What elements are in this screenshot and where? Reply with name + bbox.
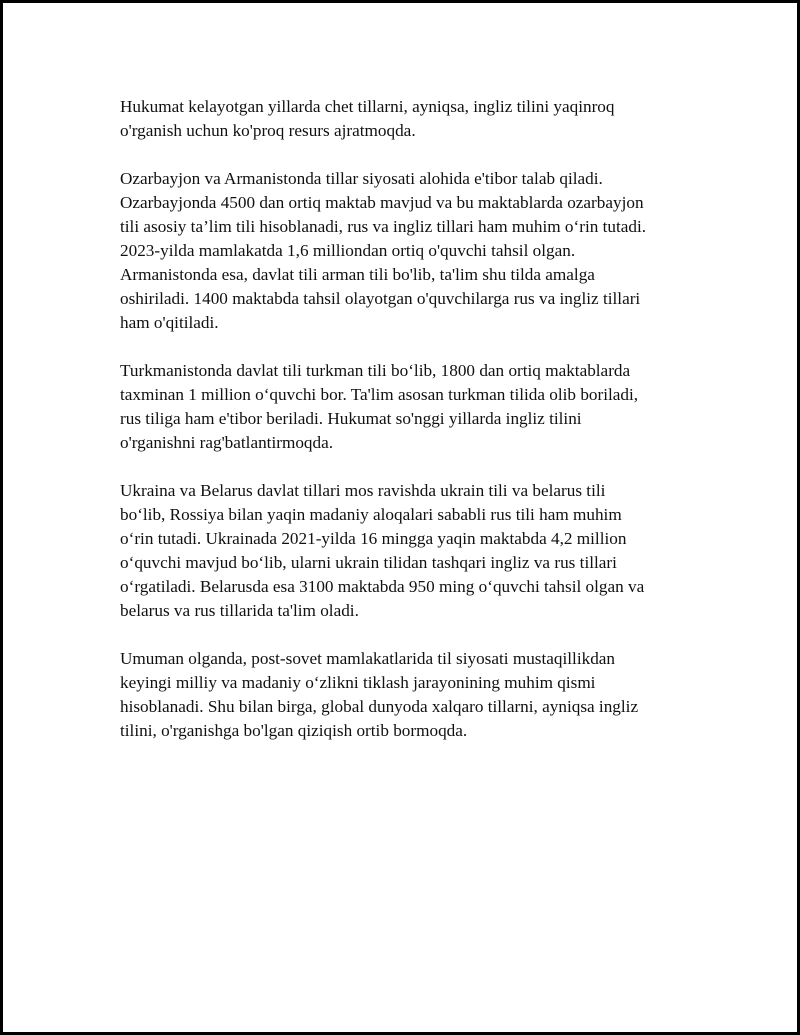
text-line: o‘rin tutadi. Ukrainada 2021-yilda 16 mingga yaqin maktabda 4,2 million: [120, 529, 627, 548]
text-line: o'rganish uchun ko'proq resurs ajratmoqda.: [120, 121, 416, 140]
text-line: Ukraina va Belarus davlat tillari mos ravishda ukrain tili va belarus tili: [120, 481, 606, 500]
text-line: keyingi milliy va madaniy o‘zlikni tiklash jarayonining muhim qismi: [120, 673, 596, 692]
paragraph-3: [120, 359, 695, 455]
text-line: oshiriladi. 1400 maktabda tahsil olayotgan o'quvchilarga rus va ingliz tillari: [120, 289, 641, 308]
text-line: Umuman olganda, post-sovet mamlakatlarida til siyosati mustaqillikdan: [120, 649, 616, 668]
text-line: o‘quvchi mavjud bo‘lib, ularni ukrain tilidan tashqari ingliz va rus tillari: [120, 553, 617, 572]
text-line: hisoblanadi. Shu bilan birga, global dunyoda xalqaro tillarni, ayniqsa ingliz: [120, 697, 639, 716]
text-line: rus tiliga ham e'tibor beriladi. Hukumat so'nggi yillarda ingliz tilini: [120, 409, 582, 428]
text-line: bo‘lib, Rossiya bilan yaqin madaniy aloqalari sababli rus tili ham muhim: [120, 505, 622, 524]
text-line: o‘rgatiladi. Belarusda esa 3100 maktabda 950 ming o‘quvchi tahsil olgan va: [120, 577, 645, 596]
text-line: ham o'qitiladi.: [120, 313, 219, 332]
text-line: Ozarbayjonda 4500 dan ortiq maktab mavjud va bu maktablarda ozarbayjon: [120, 193, 644, 212]
text-line: 2023-yilda mamlakatda 1,6 milliondan ortiq o'quvchi tahsil olgan.: [120, 241, 576, 260]
paragraph-2: [120, 167, 695, 335]
text-line: tilini, o'rganishga bo'lgan qiziqish ortib bormoqda.: [120, 721, 468, 740]
paragraph-5: [120, 647, 695, 743]
text-line: Ozarbayjon va Armanistonda tillar siyosati alohida e'tibor talab qiladi.: [120, 169, 603, 188]
text-line: taxminan 1 million o‘quvchi bor. Ta'lim asosan turkman tilida olib boriladi,: [120, 385, 639, 404]
text-line: Armanistonda esa, davlat tili arman tili bo'lib, ta'lim shu tilda amalga: [120, 265, 595, 284]
document-body: [120, 95, 695, 743]
text-line: Hukumat kelayotgan yillarda chet tillarni, ayniqsa, ingliz tilini yaqinroq: [120, 97, 615, 116]
text-line: o'rganishni rag'batlantirmoqda.: [120, 433, 334, 452]
paragraph-4: [120, 479, 695, 623]
text-line: tili asosiy ta’lim tili hisoblanadi, rus va ingliz tillari ham muhim o‘rin tutadi.: [120, 217, 647, 236]
paragraph-1: [120, 95, 695, 143]
text-line: Turkmanistonda davlat tili turkman tili bo‘lib, 1800 dan ortiq maktablarda: [120, 361, 631, 380]
text-line: belarus va rus tillarida ta'lim oladi.: [120, 601, 359, 620]
